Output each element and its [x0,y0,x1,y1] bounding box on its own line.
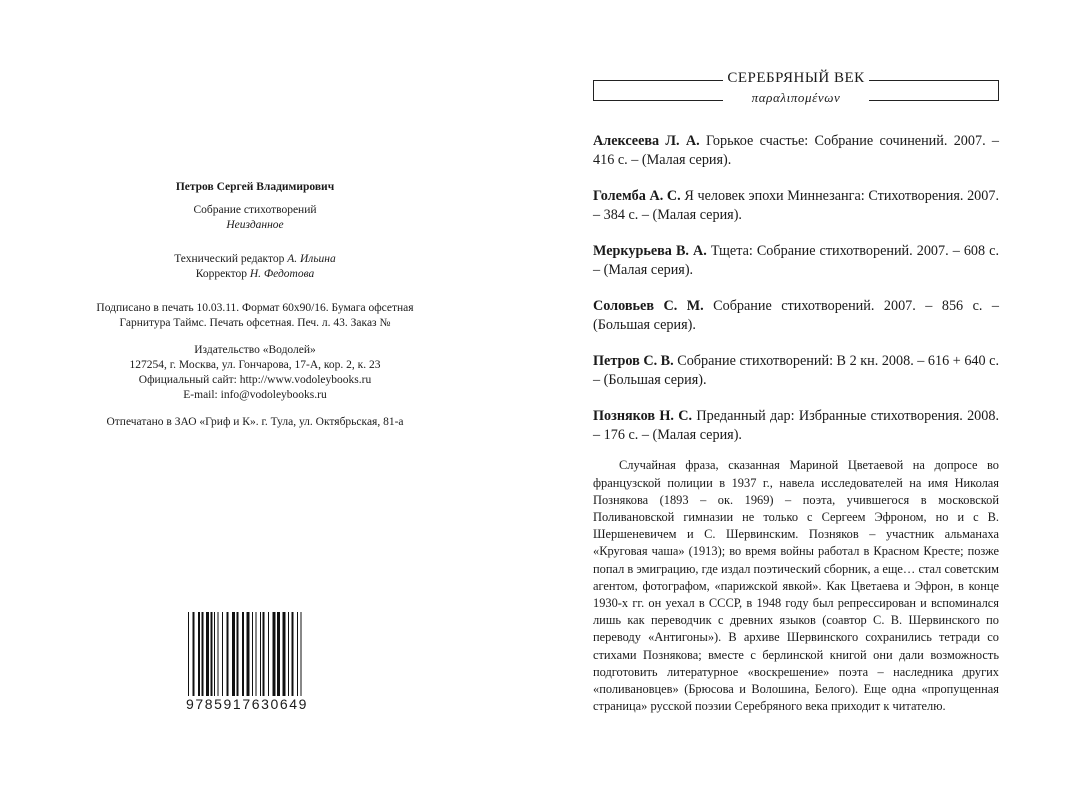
barcode-bar [198,612,200,698]
book-description: Преданный дар: Избранные стихотворения. 2008. – 176 с. – (Малая серия). [593,408,1000,443]
book-title: Собрание стихотворений [193,204,317,216]
book-author: Меркурьева В. А. [593,243,707,259]
publisher-email: E-mail: info@vodoleybooks.ru [183,389,327,401]
barcode-bar [222,612,223,698]
series-subtitle: παραλιπομένων [723,90,869,106]
barcode-bar [218,612,219,698]
print-details-1: Подписано в печать 10.03.11. Формат 60х90/16. Бумага офсетная [96,302,414,314]
barcode-bar [227,612,229,698]
publisher-site: Официальный сайт: http://www.vodoleybooks.ru [138,374,372,386]
book-subtitle: Неизданное [226,219,284,231]
barcode-bar [206,612,209,698]
annotation-text: Случайная фраза, сказанная Мариной Цветаевой на допросе во французской полиции в 1937 г., навела исследователей на имя Николая Познякова (1893 – ок. 1969) – поэта, учившегося в московской Поливановской гимназии не только с Сергеем Эфроном, но и с В. Шершеневичем и С. Шервинским. Позняков – участник альманаха «Круговая чаша» (1913); во время войны работал в Красном Кресте; позже попал в эмиграцию, где издал поэтический сборник, а еще… стал советским агентом, фотографом, «парижской явкой». Как Цветаева и Эфрон, в конце 1930-х гг. он уехал в СССР, в 1948 году был репрессирован и вспоминался лишь как переводчик с древних языков (соавтор С. В. Шервинского по переводу «Антигоны»). В архиве Шервинского сохранились тетради со стихами Познякова; вместе с берлинской книгой они дали возможность подготовить литературное «воскрешение» поэта – наследника других «поливановцев» (Брюсова и Волошина, Белого). Еще одна «пропущенная страница» русской поэзии Серебряного века приходит к читателю. [593,458,999,714]
barcode-bar [252,612,253,698]
barcode-bar [202,612,204,698]
book-author: Алексеева Л. А. [593,133,700,149]
book-author: Петров С. В. [593,353,674,369]
book-list [593,132,999,462]
barcode-bar [288,612,289,698]
book-author: Позняков Н. С. [593,408,693,424]
book-description: Горькое счастье: Собрание сочинений. 2007. – 416 с. – (Малая серия). [593,133,1000,168]
barcode-bar [256,612,257,698]
print-details-2: Гарнитура Таймс. Печать офсетная. Печ. л. 43. Заказ № [119,317,391,329]
barcode-bar [237,612,239,698]
publisher-name: Издательство «Водолей» [194,344,316,356]
book-entry [593,352,999,390]
proofreader: Корректор Н. Федотова [195,268,315,280]
book-entry [593,297,999,335]
book-entry [593,242,999,280]
barcode-bar [214,612,215,698]
printing-house: Отпечатано в ЗАО «Гриф и К». г. Тула, ул. Октябрьская, 81-а [106,416,404,428]
barcode-bar [283,612,286,698]
author-name: Петров Сергей Владимирович [175,181,335,193]
barcode-bar [247,612,250,698]
series-header [593,68,999,108]
book-description: Я человек эпохи Миннезанга: Стихотворения. 2007. – 384 с. – (Малая серия). [593,188,999,223]
barcode-bar [211,612,213,698]
barcode-bar [268,612,269,698]
barcode-bar [263,612,265,698]
barcode-bars [186,612,326,704]
barcode-bar [277,612,280,698]
book-entry [593,407,999,445]
barcode-bar [193,612,195,698]
barcode-bar [297,612,298,698]
barcode-bar [232,612,235,698]
book-entry [593,132,999,170]
barcode-bar [301,612,302,704]
book-author: Големба А. С. [593,188,681,204]
barcode-bar [188,612,189,704]
colophon [60,180,450,430]
barcode-bar [242,612,244,698]
book-author: Соловьев С. М. [593,298,704,314]
barcode-bar [260,612,261,698]
book-entry [593,187,999,225]
isbn-barcode [186,612,326,714]
book-description: Собрание стихотворений. 2007. – 856 с. – (Большая серия). [593,298,1000,333]
barcode-bar [273,612,276,698]
isbn-number: 9785917630649 [186,696,326,712]
tech-editor: Технический редактор А. Ильина [174,253,336,265]
series-title: СЕРЕБРЯНЫЙ ВЕК [723,68,869,88]
book-description: Собрание стихотворений: В 2 кн. 2008. – 616 + 640 с. – (Большая серия). [593,353,1000,388]
book-description: Тщета: Собрание стихотворений. 2007. – 608 с. – (Малая серия). [593,243,999,278]
publisher-address: 127254, г. Москва, ул. Гончарова, 17-А, кор. 2, к. 23 [129,359,381,371]
barcode-bar [292,612,294,698]
